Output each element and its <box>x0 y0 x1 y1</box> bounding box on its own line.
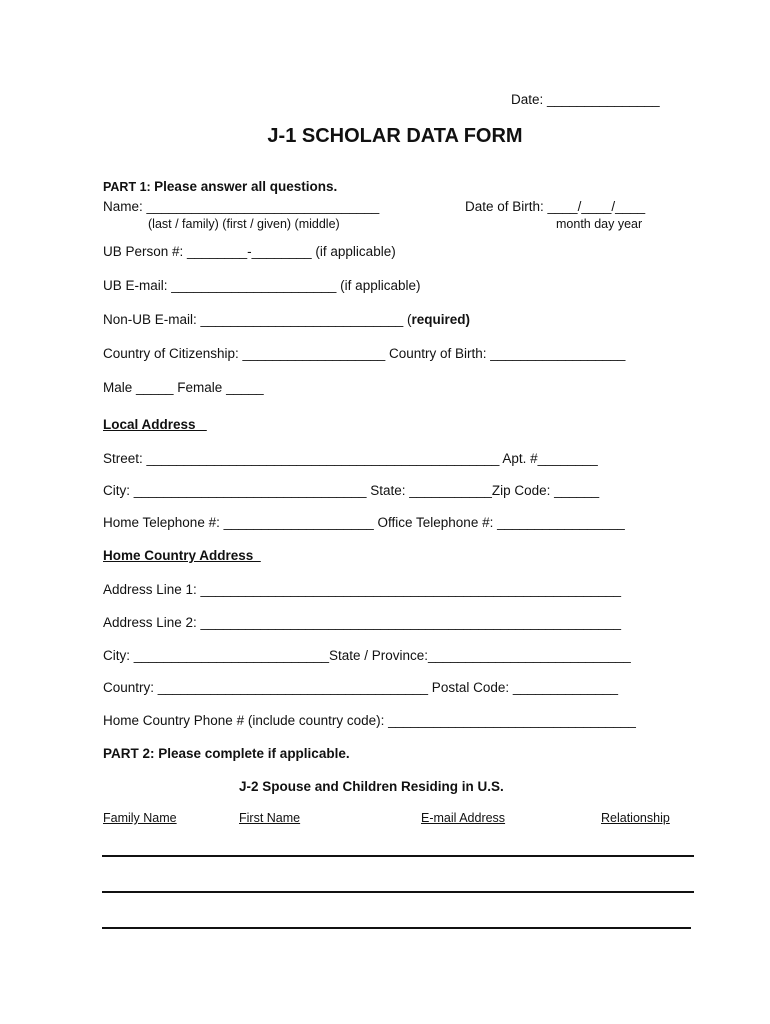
city-field[interactable]: City: _______________________________ State: ___________Zip Code: ______ <box>103 483 600 498</box>
telephone-field[interactable]: Home Telephone #: ____________________ Office Telephone #: _________________ <box>103 515 625 530</box>
part1-label: PART 1: <box>103 180 155 194</box>
non-ub-email-label: Non-UB E-mail: ___________________________ ( <box>103 312 412 327</box>
required-note: required) <box>411 312 470 327</box>
home-phone-field[interactable]: Home Country Phone # (include country code): _________________________________ <box>103 713 636 728</box>
ub-email-field[interactable]: UB E-mail: ______________________ (if applicable) <box>103 278 421 293</box>
dependent-entry-line-1[interactable] <box>102 855 694 857</box>
name-field[interactable]: Name: _______________________________ <box>103 199 380 214</box>
column-relationship: Relationship <box>601 811 670 825</box>
j2-subheading: J-2 Spouse and Children Residing in U.S. <box>239 779 504 794</box>
address-line1-field[interactable]: Address Line 1: ________________________________________________________ <box>103 582 622 597</box>
address-line2-field[interactable]: Address Line 2: ________________________________________________________ <box>103 615 622 630</box>
ub-person-field[interactable]: UB Person #: ________-________ (if applicable) <box>103 244 396 259</box>
home-city-field[interactable]: City: __________________________State / Province:___________________________ <box>103 648 631 663</box>
part2-heading: PART 2: Please complete if applicable. <box>103 746 350 761</box>
country-field[interactable]: Country: ____________________________________ Postal Code: ______________ <box>103 680 618 695</box>
dependent-entry-line-3[interactable] <box>102 927 691 929</box>
date-field[interactable]: Date: _______________ <box>511 92 660 107</box>
dependent-entry-line-2[interactable] <box>102 891 694 893</box>
local-address-heading: Local Address <box>103 417 207 432</box>
part1-heading <box>103 179 337 195</box>
part1-instruction: Please answer all questions. <box>154 179 338 194</box>
column-family-name: Family Name <box>103 811 177 825</box>
citizenship-field[interactable]: Country of Citizenship: ___________________ Country of Birth: __________________ <box>103 346 626 361</box>
column-email: E-mail Address <box>421 811 506 825</box>
form-title: J-1 SCHOLAR DATA FORM <box>267 125 523 147</box>
dob-hint: month day year <box>556 217 643 231</box>
non-ub-email-field[interactable] <box>103 312 470 328</box>
name-hint: (last / family) (first / given) (middle) <box>148 217 340 231</box>
dob-field[interactable]: Date of Birth: ____/____/____ <box>465 199 646 214</box>
column-first-name: First Name <box>239 811 301 825</box>
street-field[interactable]: Street: _______________________________________________ Apt. #________ <box>103 451 598 466</box>
gender-field[interactable]: Male _____ Female _____ <box>103 380 264 395</box>
home-address-heading: Home Country Address <box>103 548 261 563</box>
